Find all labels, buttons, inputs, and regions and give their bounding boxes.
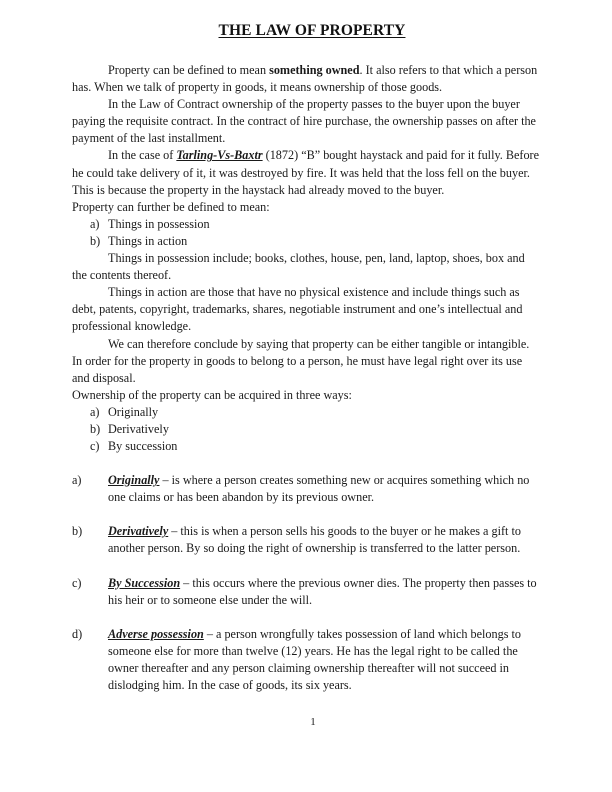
paragraph-things-in-possession: Things in possession include; books, clothes, house, pen, land, laptop, shoes, box and the contents thereof. (72, 251, 525, 283)
paragraph-ownership-ways: Ownership of the property can be acquired in three ways: (72, 387, 352, 402)
list-marker: a) (90, 216, 100, 231)
list-item-text: Originally (108, 404, 159, 419)
definition-term: Originally (108, 473, 160, 488)
list-item (72, 438, 542, 455)
list-item (72, 216, 542, 233)
definition-text: – this occurs where the previous owner dies. The property then passes to his heir or to someone else under the will. (108, 575, 537, 607)
page-title: THE LAW OF PROPERTY (218, 22, 406, 39)
definition-term: By Succession (108, 575, 181, 590)
definition-text: – this is when a person sells his goods to the buyer or he makes a gift to another person. By so doing the right of ownership is transferred to the latter person. (108, 524, 521, 556)
document-body (72, 62, 542, 711)
list-item (72, 421, 542, 438)
paragraph-further-defined: Property can further be defined to mean: (72, 199, 270, 214)
list-item (72, 233, 542, 250)
property-types-list (72, 216, 542, 250)
definitions-section (72, 472, 542, 694)
bold-phrase: something owned (269, 63, 360, 77)
definition-term: Adverse possession (108, 626, 204, 641)
definition-item (72, 626, 542, 694)
definition-marker: b) (72, 524, 83, 539)
page-number: 1 (310, 716, 316, 728)
list-item (72, 404, 542, 421)
text: In the case of (108, 148, 177, 163)
paragraph-things-in-action: Things in action are those that have no physical existence and include things such as debt, patents, copyright, trademarks, shares, negotiable instrument and one’s intellectual and professional knowledge. (72, 285, 523, 334)
list-marker: b) (90, 421, 101, 436)
definition-text: – is where a person creates something new or acquires something which no one claims or has been abandon by its previous owner. (108, 473, 530, 505)
definition-item (72, 523, 542, 557)
definition-item (72, 472, 542, 506)
list-item-text: Things in possession (108, 216, 210, 231)
paragraph-case (72, 147, 542, 198)
text: Property can be defined to mean (108, 63, 270, 77)
list-item-text: Things in action (108, 233, 188, 248)
list-item-text: By succession (108, 439, 178, 454)
definition-marker: d) (72, 626, 83, 641)
definition-term: Derivatively (108, 524, 169, 539)
list-marker: b) (90, 233, 101, 248)
list-marker: c) (90, 439, 100, 454)
case-name: Tarling-Vs-Baxtr (176, 148, 263, 163)
definition-marker: c) (72, 575, 82, 590)
list-item-text: Derivatively (108, 421, 169, 436)
text: . It also refers to that which a person has. When we talk of property in goods, it means ownership of those goods. (72, 63, 538, 95)
list-marker: a) (90, 404, 100, 419)
definition-marker: a) (72, 473, 82, 488)
definition-item (72, 575, 542, 609)
paragraph-conclusion: We can therefore conclude by saying that property can be either tangible or intangible. In order for the property in goods to belong to a person, he must have legal right over its use and disposal. (72, 336, 530, 385)
definition-text: – a person wrongfully takes possession of land which belongs to someone else for more than twelve (12) years. He has the legal right to be called the owner thereafter and any person claiming ownership thereafter will not succeed in dislodging him. In the case of goods, its six years. (108, 626, 521, 692)
paragraph-law-of-contract: In the Law of Contract ownership of the property passes to the buyer upon the buyer paying the requisite contract. In the contract of hire purchase, the ownership passes on after the payment of the last installment. (72, 97, 536, 146)
paragraph-definition (72, 62, 542, 96)
acquisition-ways-list (72, 404, 542, 455)
text: (1872) “B” bought haystack and paid for it fully. Before he could take delivery of it, it was destroyed by fire. It was held that the loss fell on the buyer. This is because the property in the haystack had already moved to the buyer. (72, 148, 540, 197)
